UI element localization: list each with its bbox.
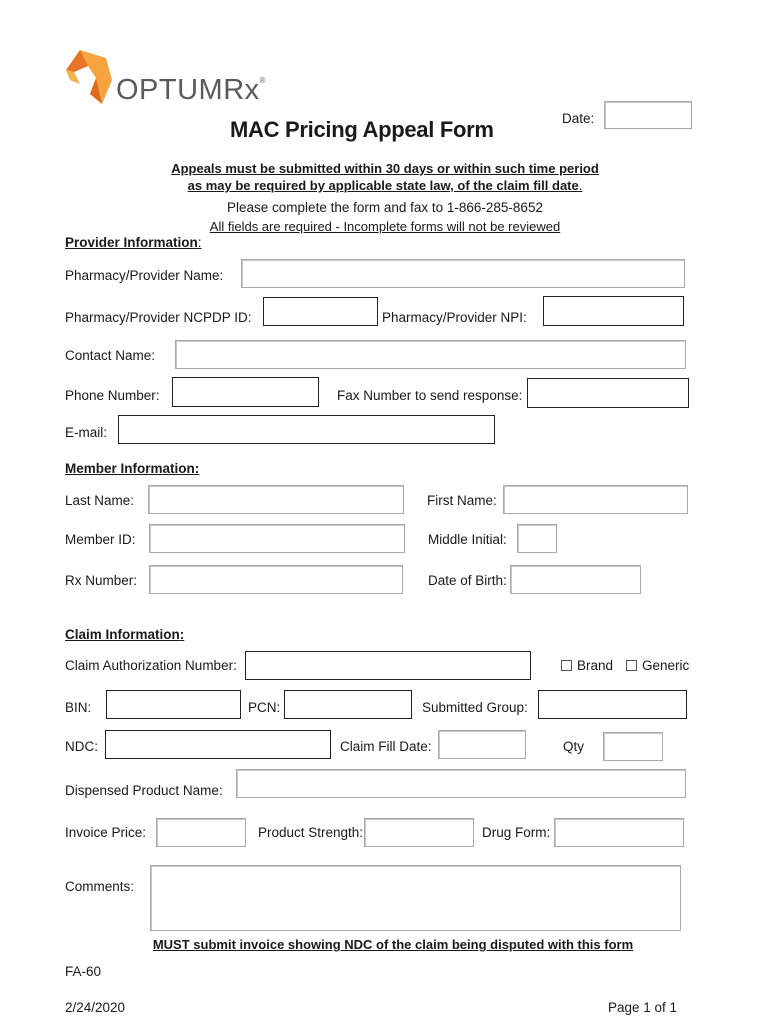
- claim-information-heading: Claim Information:: [65, 627, 185, 642]
- claim-fill-date-field[interactable]: [438, 730, 526, 759]
- page-number: Page 1 of 1: [608, 1000, 678, 1015]
- pcn-label: PCN:: [248, 700, 281, 715]
- claim-fill-date-label: Claim Fill Date:: [340, 739, 432, 754]
- comments-label: Comments:: [65, 879, 135, 894]
- member-id-label: Member ID:: [65, 532, 136, 547]
- contact-name-label: Contact Name:: [65, 348, 156, 363]
- member-id-field[interactable]: [149, 524, 405, 553]
- middle-initial-field[interactable]: [517, 524, 557, 553]
- date-field[interactable]: [604, 101, 692, 129]
- pharmacy-name-label: Pharmacy/Provider Name:: [65, 268, 224, 283]
- logo-registered-mark: ®: [259, 76, 267, 85]
- last-name-label: Last Name:: [65, 493, 135, 508]
- bin-label: BIN:: [65, 700, 92, 715]
- product-strength-label: Product Strength:: [258, 825, 364, 840]
- comments-field[interactable]: [150, 865, 681, 931]
- fax-number-field[interactable]: [527, 378, 689, 408]
- date-of-birth-label: Date of Birth:: [428, 573, 507, 588]
- generic-label: Generic: [642, 658, 690, 673]
- footer-date: 2/24/2020: [65, 1000, 126, 1015]
- ncpdp-id-label: Pharmacy/Provider NCPDP ID:: [65, 310, 252, 325]
- email-label: E-mail:: [65, 425, 108, 440]
- invoice-price-field[interactable]: [156, 818, 246, 847]
- pharmacy-name-field[interactable]: [241, 259, 685, 288]
- claim-authorization-field[interactable]: [245, 651, 531, 680]
- contact-name-field[interactable]: [175, 340, 686, 369]
- npi-field[interactable]: [543, 296, 684, 326]
- rx-number-field[interactable]: [149, 565, 403, 594]
- bin-field[interactable]: [106, 690, 241, 719]
- ndc-label: NDC:: [65, 739, 98, 754]
- phone-number-label: Phone Number:: [65, 388, 160, 403]
- optum-logo-mark-icon: [66, 50, 112, 104]
- submitted-group-field[interactable]: [538, 690, 687, 719]
- generic-checkbox[interactable]: [626, 660, 637, 671]
- dispensed-product-name-field[interactable]: [236, 769, 686, 798]
- submission-deadline-notice: [0, 161, 770, 193]
- qty-label: Qty: [563, 739, 585, 754]
- ncpdp-id-field[interactable]: [263, 297, 378, 326]
- claim-authorization-label: Claim Authorization Number:: [65, 658, 237, 673]
- date-of-birth-field[interactable]: [510, 565, 641, 594]
- phone-number-field[interactable]: [172, 377, 319, 407]
- member-information-heading: Member Information:: [65, 461, 200, 476]
- date-label: Date:: [562, 111, 595, 126]
- first-name-label: First Name:: [427, 493, 497, 508]
- dispensed-product-name-label: Dispensed Product Name:: [65, 783, 223, 798]
- ndc-field[interactable]: [105, 730, 331, 759]
- invoice-requirement-notice: MUST submit invoice showing NDC of the claim being disputed with this form: [152, 937, 634, 952]
- optum-rx-logo: [66, 50, 276, 106]
- notice-line-2: as may be required by applicable state law, of the claim fill date.: [187, 178, 583, 193]
- npi-label: Pharmacy/Provider NPI:: [382, 310, 527, 325]
- required-fields-notice: All fields are required - Incomplete forms will not be reviewed: [209, 219, 561, 234]
- first-name-field[interactable]: [503, 485, 688, 514]
- qty-field[interactable]: [603, 732, 663, 761]
- form-id: FA-60: [65, 964, 102, 979]
- fax-number-label: Fax Number to send response:: [337, 388, 523, 403]
- submitted-group-label: Submitted Group:: [422, 700, 528, 715]
- invoice-price-label: Invoice Price:: [65, 825, 147, 840]
- logo-optum-text: OPTUM: [116, 74, 224, 106]
- fax-instructions: Please complete the form and fax to 1-866-285-8652: [227, 200, 543, 215]
- provider-information-heading: Provider Information:: [65, 235, 202, 250]
- email-field[interactable]: [118, 415, 495, 444]
- notice-line-1: Appeals must be submitted within 30 days or within such time period: [171, 161, 599, 176]
- logo-wordmark: [116, 74, 266, 107]
- rx-number-label: Rx Number:: [65, 573, 138, 588]
- brand-checkbox[interactable]: [561, 660, 572, 671]
- product-strength-field[interactable]: [364, 818, 474, 847]
- pcn-field[interactable]: [284, 690, 412, 719]
- middle-initial-label: Middle Initial:: [428, 532, 507, 547]
- drug-form-label: Drug Form:: [482, 825, 551, 840]
- drug-form-field[interactable]: [554, 818, 684, 847]
- form-title: MAC Pricing Appeal Form: [230, 117, 494, 142]
- logo-rx-text: Rx: [223, 74, 260, 106]
- brand-label: Brand: [577, 658, 614, 673]
- last-name-field[interactable]: [148, 485, 404, 514]
